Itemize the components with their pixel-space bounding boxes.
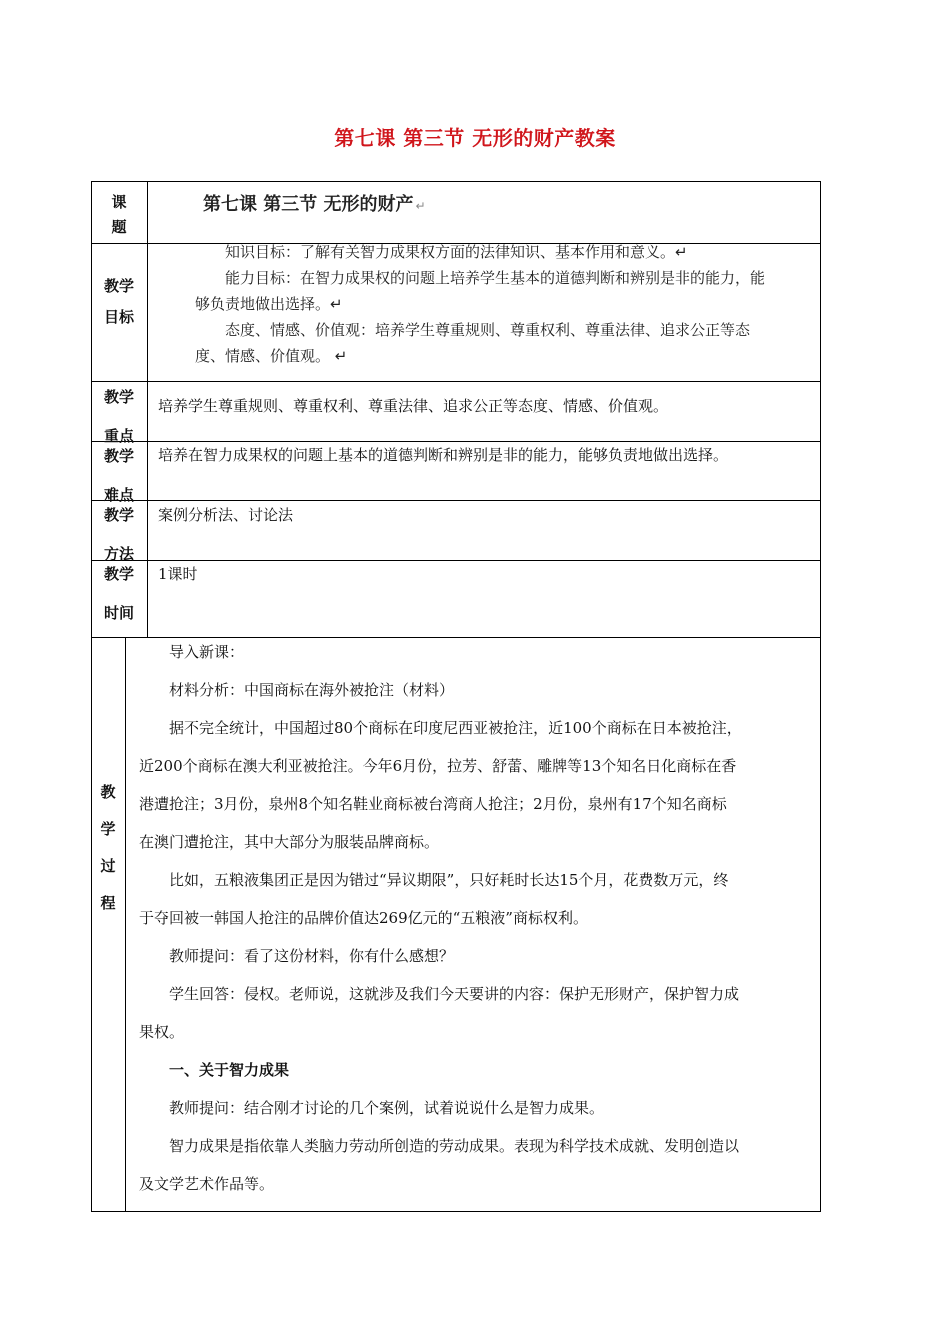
process-label-line-3: 过 [100, 857, 116, 875]
difficulties-label-line-2: 难点 [103, 486, 134, 504]
intro-line: 导入新课： [169, 643, 245, 661]
process-label-line-1: 教 [100, 783, 116, 801]
section-heading: 一、关于智力成果 [169, 1061, 290, 1079]
column-divider [147, 181, 148, 638]
paragraph-mark-icon: ↵ [415, 199, 426, 213]
row-divider [91, 381, 821, 382]
key-points-content: 培养学生尊重规则、尊重权利、尊重法律、追求公正等态度、情感、价值观。 [158, 397, 669, 415]
methods-content: 案例分析法、讨论法 [158, 506, 294, 524]
material-title: 材料分析：中国商标在海外被抢注（材料） [169, 681, 455, 699]
topic-label-line-2: 题 [111, 218, 127, 236]
methods-label-line-1: 教学 [103, 506, 134, 524]
example-line: 比如，五粮液集团正是因为错过“异议期限”，只好耗时长达15个月，花费数万元，终 [169, 871, 729, 889]
topic-text: 第七课 第三节 无形的财产 [203, 194, 414, 215]
lesson-plan-table [91, 181, 821, 1211]
table-border-right [820, 181, 821, 1212]
goal-ability-cont: 够负责地做出选择。↵ [195, 295, 343, 313]
time-label [91, 563, 147, 623]
time-label-line-2: 时间 [103, 604, 134, 622]
row-divider [91, 441, 821, 442]
table-border-left [91, 181, 92, 1212]
time-content: 1课时 [158, 565, 198, 583]
teacher-question-2: 教师提问：结合刚才讨论的几个案例，试着说说什么是智力成果。 [169, 1099, 605, 1117]
methods-label [91, 504, 147, 564]
goal-attitude-cont: 度、情感、价值观。 ↵ [195, 347, 348, 365]
student-answer-line: 果权。 [139, 1023, 185, 1041]
process-label-line-4: 程 [100, 894, 116, 912]
row-divider [91, 560, 821, 561]
definition-line: 智力成果是指依靠人类脑力劳动所创造的劳动成果。表现为科学技术成就、发明创造以 [169, 1137, 740, 1155]
goals-content [195, 239, 819, 369]
goal-knowledge: 知识目标：了解有关智力成果权方面的法律知识、基本作用和意义。↵ [225, 243, 688, 261]
time-label-line-1: 教学 [103, 565, 134, 583]
topic-label [91, 191, 147, 237]
process-label [91, 781, 125, 913]
goal-ability: 能力目标：在智力成果权的问题上培养学生基本的道德判断和辨别是非的能力，能 [225, 269, 766, 287]
process-label-line-2: 学 [100, 820, 116, 838]
example-line: 于夺回被一韩国人抢注的品牌价值达269亿元的“五粮液”商标权利。 [139, 909, 588, 927]
definition-line: 及文学艺术作品等。 [139, 1175, 275, 1193]
material-line: 在澳门遭抢注，其中大部分为服装品牌商标。 [139, 833, 440, 851]
difficulties-label-line-1: 教学 [103, 447, 134, 465]
material-line: 港遭抢注；3月份，泉州8个知名鞋业商标被台湾商人抢注；2月份，泉州有17个知名商标 [139, 795, 727, 813]
goals-label [91, 275, 147, 327]
goals-label-line-1: 教学 [103, 277, 134, 295]
row-divider [91, 500, 821, 501]
key-points-label-line-2: 重点 [103, 427, 134, 445]
key-points-label [91, 386, 147, 446]
difficulties-label [91, 445, 147, 505]
process-content [139, 633, 815, 1203]
methods-label-line-2: 方法 [103, 545, 134, 563]
column-divider [125, 637, 126, 1212]
difficulties-content: 培养在智力成果权的问题上基本的道德判断和辨别是非的能力，能够负责地做出选择。 [158, 446, 729, 464]
material-line: 近200个商标在澳大利亚被抢注。今年6月份，拉芳、舒蕾、雕牌等13个知名日化商标在香 [139, 757, 737, 775]
teacher-question: 教师提问：看了这份材料，你有什么感想？ [169, 947, 455, 965]
topic-label-line-1: 课 [111, 193, 127, 211]
key-points-label-line-1: 教学 [103, 388, 134, 406]
topic-content [203, 190, 426, 216]
table-border-top [91, 181, 821, 182]
document-title: 第七课 第三节 无形的财产教案 [334, 126, 616, 150]
table-border-bottom [91, 1211, 821, 1212]
material-line: 据不完全统计，中国超过80个商标在印度尼西亚被抢注，近100个商标在日本被抢注， [169, 719, 742, 737]
goals-label-line-2: 目标 [103, 308, 134, 326]
goal-attitude: 态度、情感、价值观：培养学生尊重规则、尊重权利、尊重法律、追求公正等态 [225, 321, 751, 339]
student-answer-line: 学生回答：侵权。老师说，这就涉及我们今天要讲的内容：保护无形财产，保护智力成 [169, 985, 740, 1003]
